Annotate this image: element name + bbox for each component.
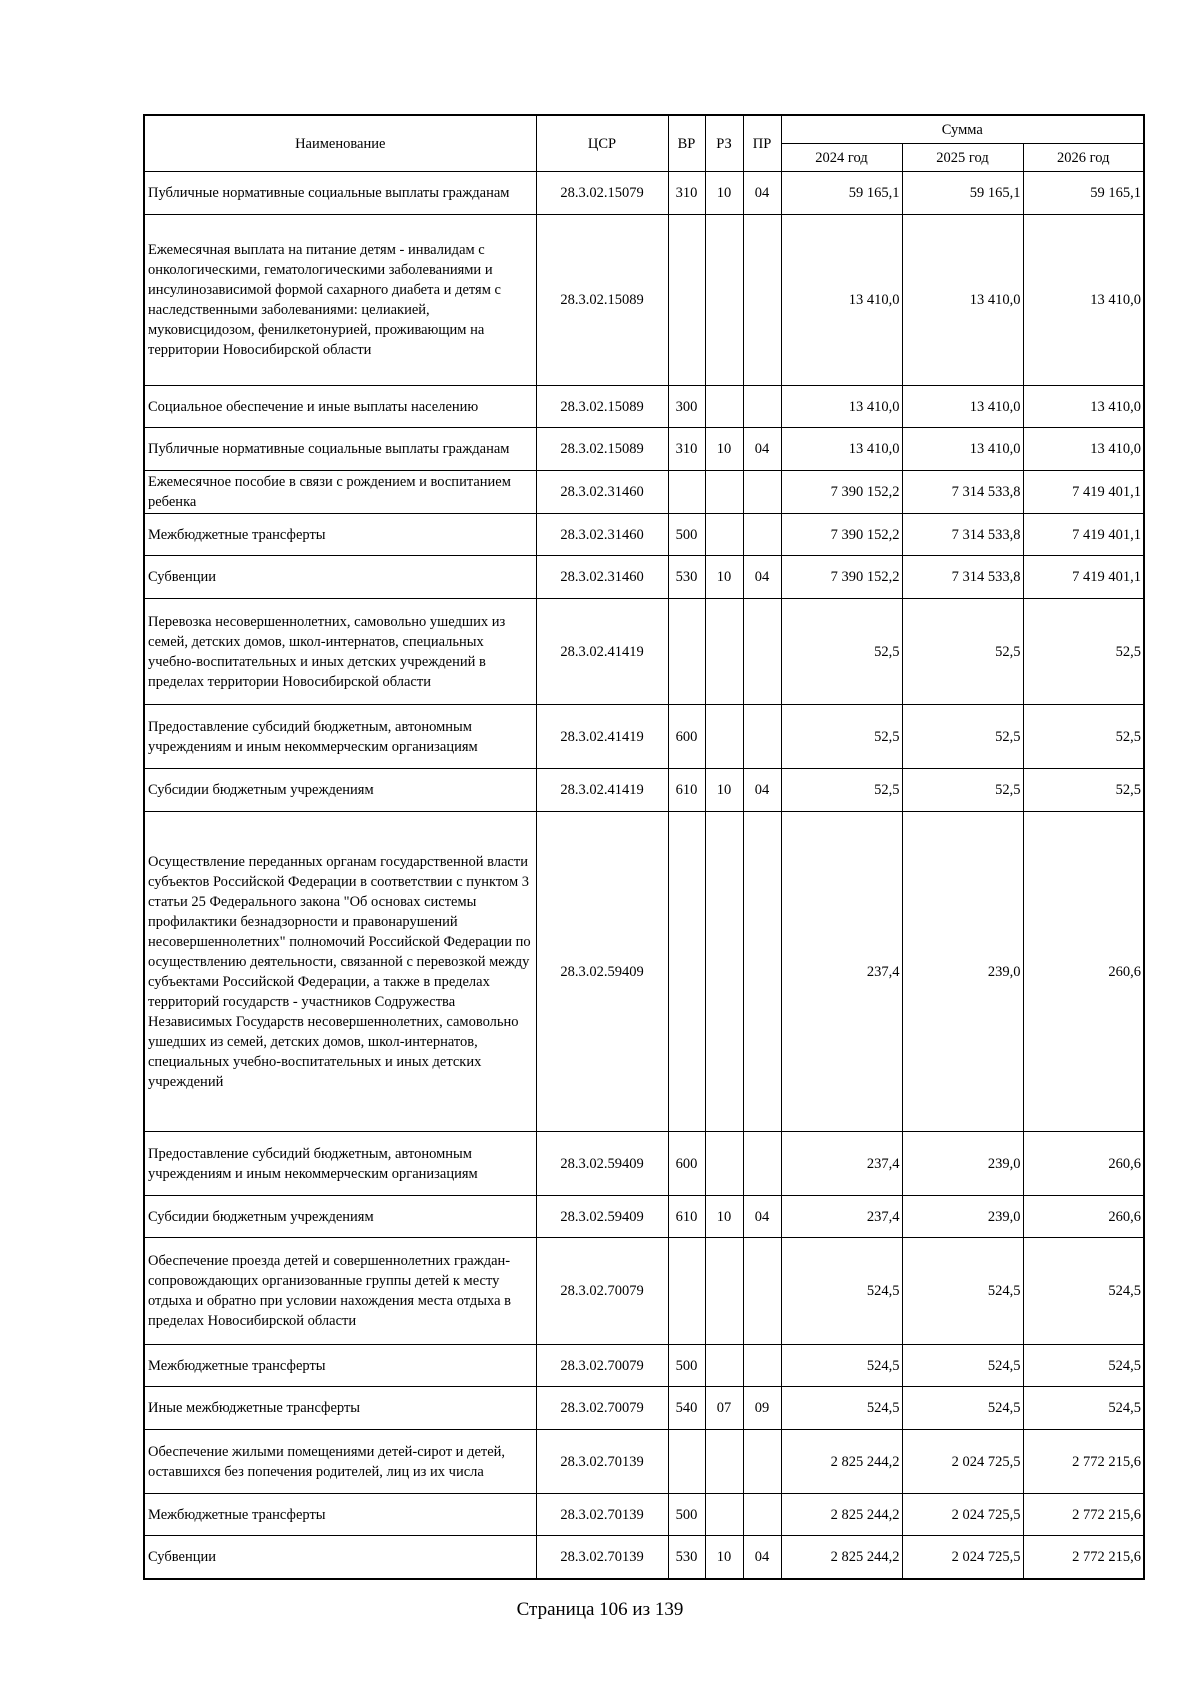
row-pr-cell	[743, 1494, 781, 1536]
table-row	[144, 471, 1144, 514]
row-name-cell: Иные межбюджетные трансферты	[144, 1387, 536, 1430]
row-name-cell: Межбюджетные трансферты	[144, 1345, 536, 1387]
row-rz-cell	[705, 514, 743, 556]
row-amount-2025-cell: 13 410,0	[902, 428, 1023, 471]
header-year-2024: 2024 год	[781, 144, 902, 172]
row-vr-cell: 540	[668, 1387, 705, 1430]
budget-table	[143, 114, 1145, 1580]
row-amount-2025-cell: 59 165,1	[902, 172, 1023, 215]
row-pr-cell: 04	[743, 556, 781, 599]
row-amount-2025-cell: 2 024 725,5	[902, 1536, 1023, 1579]
row-rz-cell	[705, 599, 743, 705]
row-amount-2025-cell: 7 314 533,8	[902, 471, 1023, 514]
row-name-cell: Публичные нормативные социальные выплаты гражданам	[144, 428, 536, 471]
header-name: Наименование	[144, 115, 536, 172]
row-amount-2025-cell: 13 410,0	[902, 386, 1023, 428]
row-pr-cell: 04	[743, 172, 781, 215]
row-rz-cell	[705, 1132, 743, 1196]
row-pr-cell	[743, 215, 781, 386]
row-rz-cell	[705, 1494, 743, 1536]
row-csr-cell: 28.3.02.31460	[536, 556, 668, 599]
row-amount-2026-cell: 13 410,0	[1023, 386, 1144, 428]
row-vr-cell: 530	[668, 556, 705, 599]
header-sum: Сумма	[781, 115, 1144, 144]
row-amount-2025-cell: 524,5	[902, 1387, 1023, 1430]
header-year-2026: 2026 год	[1023, 144, 1144, 172]
row-amount-2026-cell: 52,5	[1023, 599, 1144, 705]
row-name-cell: Обеспечение проезда детей и совершеннолетних граждан-сопровождающих организованные группы детей к месту отдыха и обратно при условии нахождения места отдыха в пределах Новосибирской области	[144, 1238, 536, 1345]
row-rz-cell: 07	[705, 1387, 743, 1430]
row-pr-cell: 04	[743, 769, 781, 812]
row-pr-cell: 04	[743, 1536, 781, 1579]
row-pr-cell	[743, 386, 781, 428]
row-csr-cell: 28.3.02.41419	[536, 769, 668, 812]
row-pr-cell	[743, 812, 781, 1132]
row-amount-2026-cell: 524,5	[1023, 1387, 1144, 1430]
row-vr-cell: 530	[668, 1536, 705, 1579]
row-vr-cell	[668, 599, 705, 705]
row-csr-cell: 28.3.02.15089	[536, 386, 668, 428]
row-vr-cell: 310	[668, 428, 705, 471]
row-rz-cell	[705, 1345, 743, 1387]
row-name-cell: Межбюджетные трансферты	[144, 514, 536, 556]
row-name-cell: Обеспечение жилыми помещениями детей-сирот и детей, оставшихся без попечения родителей, лиц из их числа	[144, 1430, 536, 1494]
row-amount-2025-cell: 52,5	[902, 599, 1023, 705]
row-name-cell: Межбюджетные трансферты	[144, 1494, 536, 1536]
table-row	[144, 428, 1144, 471]
row-amount-2024-cell: 52,5	[781, 599, 902, 705]
row-rz-cell	[705, 705, 743, 769]
row-name-cell: Субсидии бюджетным учреждениям	[144, 769, 536, 812]
row-amount-2024-cell: 2 825 244,2	[781, 1536, 902, 1579]
row-amount-2024-cell: 13 410,0	[781, 386, 902, 428]
table-row	[144, 812, 1144, 1132]
row-amount-2024-cell: 7 390 152,2	[781, 514, 902, 556]
header-year-2025: 2025 год	[902, 144, 1023, 172]
row-pr-cell	[743, 599, 781, 705]
row-amount-2026-cell: 52,5	[1023, 705, 1144, 769]
row-amount-2024-cell: 524,5	[781, 1345, 902, 1387]
row-amount-2025-cell: 7 314 533,8	[902, 556, 1023, 599]
row-csr-cell: 28.3.02.70139	[536, 1536, 668, 1579]
row-vr-cell: 500	[668, 1494, 705, 1536]
table-row	[144, 1196, 1144, 1238]
row-name-cell: Ежемесячное пособие в связи с рождением и воспитанием ребенка	[144, 471, 536, 514]
row-amount-2026-cell: 7 419 401,1	[1023, 471, 1144, 514]
row-amount-2025-cell: 239,0	[902, 812, 1023, 1132]
row-vr-cell: 500	[668, 1345, 705, 1387]
row-csr-cell: 28.3.02.59409	[536, 1196, 668, 1238]
row-name-cell: Субсидии бюджетным учреждениям	[144, 1196, 536, 1238]
table-row	[144, 1132, 1144, 1196]
row-rz-cell: 10	[705, 1536, 743, 1579]
row-amount-2026-cell: 2 772 215,6	[1023, 1536, 1144, 1579]
row-amount-2026-cell: 260,6	[1023, 1196, 1144, 1238]
row-csr-cell: 28.3.02.70139	[536, 1430, 668, 1494]
row-amount-2026-cell: 524,5	[1023, 1238, 1144, 1345]
row-amount-2024-cell: 237,4	[781, 1196, 902, 1238]
row-csr-cell: 28.3.02.15079	[536, 172, 668, 215]
row-name-cell: Предоставление субсидий бюджетным, автономным учреждениям и иным некоммерческим организациям	[144, 1132, 536, 1196]
row-rz-cell	[705, 386, 743, 428]
row-pr-cell	[743, 1132, 781, 1196]
row-amount-2026-cell: 52,5	[1023, 769, 1144, 812]
row-csr-cell: 28.3.02.31460	[536, 514, 668, 556]
table-body	[144, 172, 1144, 1579]
row-rz-cell: 10	[705, 172, 743, 215]
header-rz: РЗ	[705, 115, 743, 172]
row-pr-cell	[743, 705, 781, 769]
table-row	[144, 1430, 1144, 1494]
row-pr-cell	[743, 1238, 781, 1345]
row-pr-cell: 04	[743, 1196, 781, 1238]
row-rz-cell: 10	[705, 769, 743, 812]
row-amount-2024-cell: 524,5	[781, 1238, 902, 1345]
row-amount-2026-cell: 2 772 215,6	[1023, 1430, 1144, 1494]
header-csr: ЦСР	[536, 115, 668, 172]
row-csr-cell: 28.3.02.15089	[536, 215, 668, 386]
row-vr-cell: 610	[668, 1196, 705, 1238]
row-amount-2025-cell: 52,5	[902, 769, 1023, 812]
row-csr-cell: 28.3.02.41419	[536, 599, 668, 705]
table-row	[144, 386, 1144, 428]
row-csr-cell: 28.3.02.59409	[536, 812, 668, 1132]
row-amount-2024-cell: 237,4	[781, 1132, 902, 1196]
row-csr-cell: 28.3.02.31460	[536, 471, 668, 514]
row-amount-2026-cell: 7 419 401,1	[1023, 514, 1144, 556]
row-pr-cell	[743, 514, 781, 556]
row-pr-cell: 09	[743, 1387, 781, 1430]
row-amount-2026-cell: 2 772 215,6	[1023, 1494, 1144, 1536]
row-name-cell: Перевозка несовершеннолетних, самовольно ушедших из семей, детских домов, школ-интернатов, специальных учебно-воспитательных и иных детских учреждений в пределах территории Новосибирской области	[144, 599, 536, 705]
row-amount-2024-cell: 52,5	[781, 769, 902, 812]
row-rz-cell	[705, 812, 743, 1132]
row-amount-2024-cell: 52,5	[781, 705, 902, 769]
row-rz-cell	[705, 1238, 743, 1345]
table-row	[144, 705, 1144, 769]
row-amount-2024-cell: 7 390 152,2	[781, 556, 902, 599]
row-pr-cell	[743, 1345, 781, 1387]
row-amount-2026-cell: 13 410,0	[1023, 428, 1144, 471]
row-rz-cell	[705, 215, 743, 386]
row-vr-cell	[668, 812, 705, 1132]
row-rz-cell: 10	[705, 1196, 743, 1238]
table-row	[144, 215, 1144, 386]
table-row	[144, 172, 1144, 215]
row-rz-cell	[705, 1430, 743, 1494]
row-amount-2025-cell: 2 024 725,5	[902, 1494, 1023, 1536]
row-amount-2024-cell: 237,4	[781, 812, 902, 1132]
row-amount-2025-cell: 52,5	[902, 705, 1023, 769]
row-csr-cell: 28.3.02.70079	[536, 1238, 668, 1345]
row-name-cell: Социальное обеспечение и иные выплаты населению	[144, 386, 536, 428]
row-vr-cell: 610	[668, 769, 705, 812]
row-amount-2026-cell: 59 165,1	[1023, 172, 1144, 215]
page-number: Страница 106 из 139	[516, 1599, 684, 1620]
row-amount-2024-cell: 13 410,0	[781, 428, 902, 471]
row-rz-cell	[705, 471, 743, 514]
row-csr-cell: 28.3.02.70139	[536, 1494, 668, 1536]
row-pr-cell	[743, 1430, 781, 1494]
row-csr-cell: 28.3.02.70079	[536, 1387, 668, 1430]
row-amount-2026-cell: 13 410,0	[1023, 215, 1144, 386]
row-vr-cell	[668, 1238, 705, 1345]
row-csr-cell: 28.3.02.70079	[536, 1345, 668, 1387]
row-name-cell: Публичные нормативные социальные выплаты гражданам	[144, 172, 536, 215]
row-amount-2026-cell: 260,6	[1023, 812, 1144, 1132]
row-vr-cell: 310	[668, 172, 705, 215]
row-amount-2024-cell: 2 825 244,2	[781, 1494, 902, 1536]
header-pr: ПР	[743, 115, 781, 172]
row-amount-2025-cell: 239,0	[902, 1132, 1023, 1196]
row-amount-2025-cell: 239,0	[902, 1196, 1023, 1238]
row-amount-2025-cell: 524,5	[902, 1238, 1023, 1345]
row-amount-2024-cell: 7 390 152,2	[781, 471, 902, 514]
table-row	[144, 514, 1144, 556]
row-vr-cell: 600	[668, 1132, 705, 1196]
table-row	[144, 1387, 1144, 1430]
table-row	[144, 769, 1144, 812]
row-csr-cell: 28.3.02.15089	[536, 428, 668, 471]
row-amount-2026-cell: 7 419 401,1	[1023, 556, 1144, 599]
table-row	[144, 1494, 1144, 1536]
row-vr-cell	[668, 1430, 705, 1494]
row-vr-cell: 600	[668, 705, 705, 769]
row-amount-2026-cell: 260,6	[1023, 1132, 1144, 1196]
row-vr-cell: 300	[668, 386, 705, 428]
row-name-cell: Субвенции	[144, 1536, 536, 1579]
row-amount-2024-cell: 59 165,1	[781, 172, 902, 215]
row-amount-2024-cell: 13 410,0	[781, 215, 902, 386]
row-name-cell: Предоставление субсидий бюджетным, автономным учреждениям и иным некоммерческим организациям	[144, 705, 536, 769]
row-amount-2025-cell: 2 024 725,5	[902, 1430, 1023, 1494]
row-amount-2025-cell: 524,5	[902, 1345, 1023, 1387]
row-name-cell: Осуществление переданных органам государственной власти субъектов Российской Федерации в соответствии с пунктом 3 статьи 25 Федерального закона "Об основах системы профилактики безнадзорности и правонарушений несовершеннолетних" полномочий Российской Федерации по осуществлению деятельности, связанной с перевозкой между субъектами Российской Федерации, а также в пределах территорий государств - участников Содружества Независимых Государств несовершеннолетних, самовольно ушедших из семей, детских домов, школ-интернатов, специальных учебно-воспитательных и иных детских учреждений	[144, 812, 536, 1132]
row-pr-cell: 04	[743, 428, 781, 471]
table-row	[144, 599, 1144, 705]
row-rz-cell: 10	[705, 428, 743, 471]
table-row	[144, 556, 1144, 599]
row-amount-2026-cell: 524,5	[1023, 1345, 1144, 1387]
row-amount-2024-cell: 524,5	[781, 1387, 902, 1430]
row-vr-cell	[668, 215, 705, 386]
row-vr-cell	[668, 471, 705, 514]
table-row	[144, 1536, 1144, 1579]
row-amount-2025-cell: 13 410,0	[902, 215, 1023, 386]
header-vr: ВР	[668, 115, 705, 172]
row-csr-cell: 28.3.02.41419	[536, 705, 668, 769]
row-csr-cell: 28.3.02.59409	[536, 1132, 668, 1196]
row-amount-2024-cell: 2 825 244,2	[781, 1430, 902, 1494]
row-pr-cell	[743, 471, 781, 514]
table-row	[144, 1238, 1144, 1345]
row-rz-cell: 10	[705, 556, 743, 599]
row-amount-2025-cell: 7 314 533,8	[902, 514, 1023, 556]
table-row	[144, 1345, 1144, 1387]
row-name-cell: Ежемесячная выплата на питание детям - инвалидам с онкологическими, гематологическими заболеваниями и инсулинозависимой формой сахарного диабета и детям с наследственными заболеваниями: целиакией, муковисцидозом, фенилкетонурией, проживающим на территории Новосибирской области	[144, 215, 536, 386]
row-name-cell: Субвенции	[144, 556, 536, 599]
row-vr-cell: 500	[668, 514, 705, 556]
